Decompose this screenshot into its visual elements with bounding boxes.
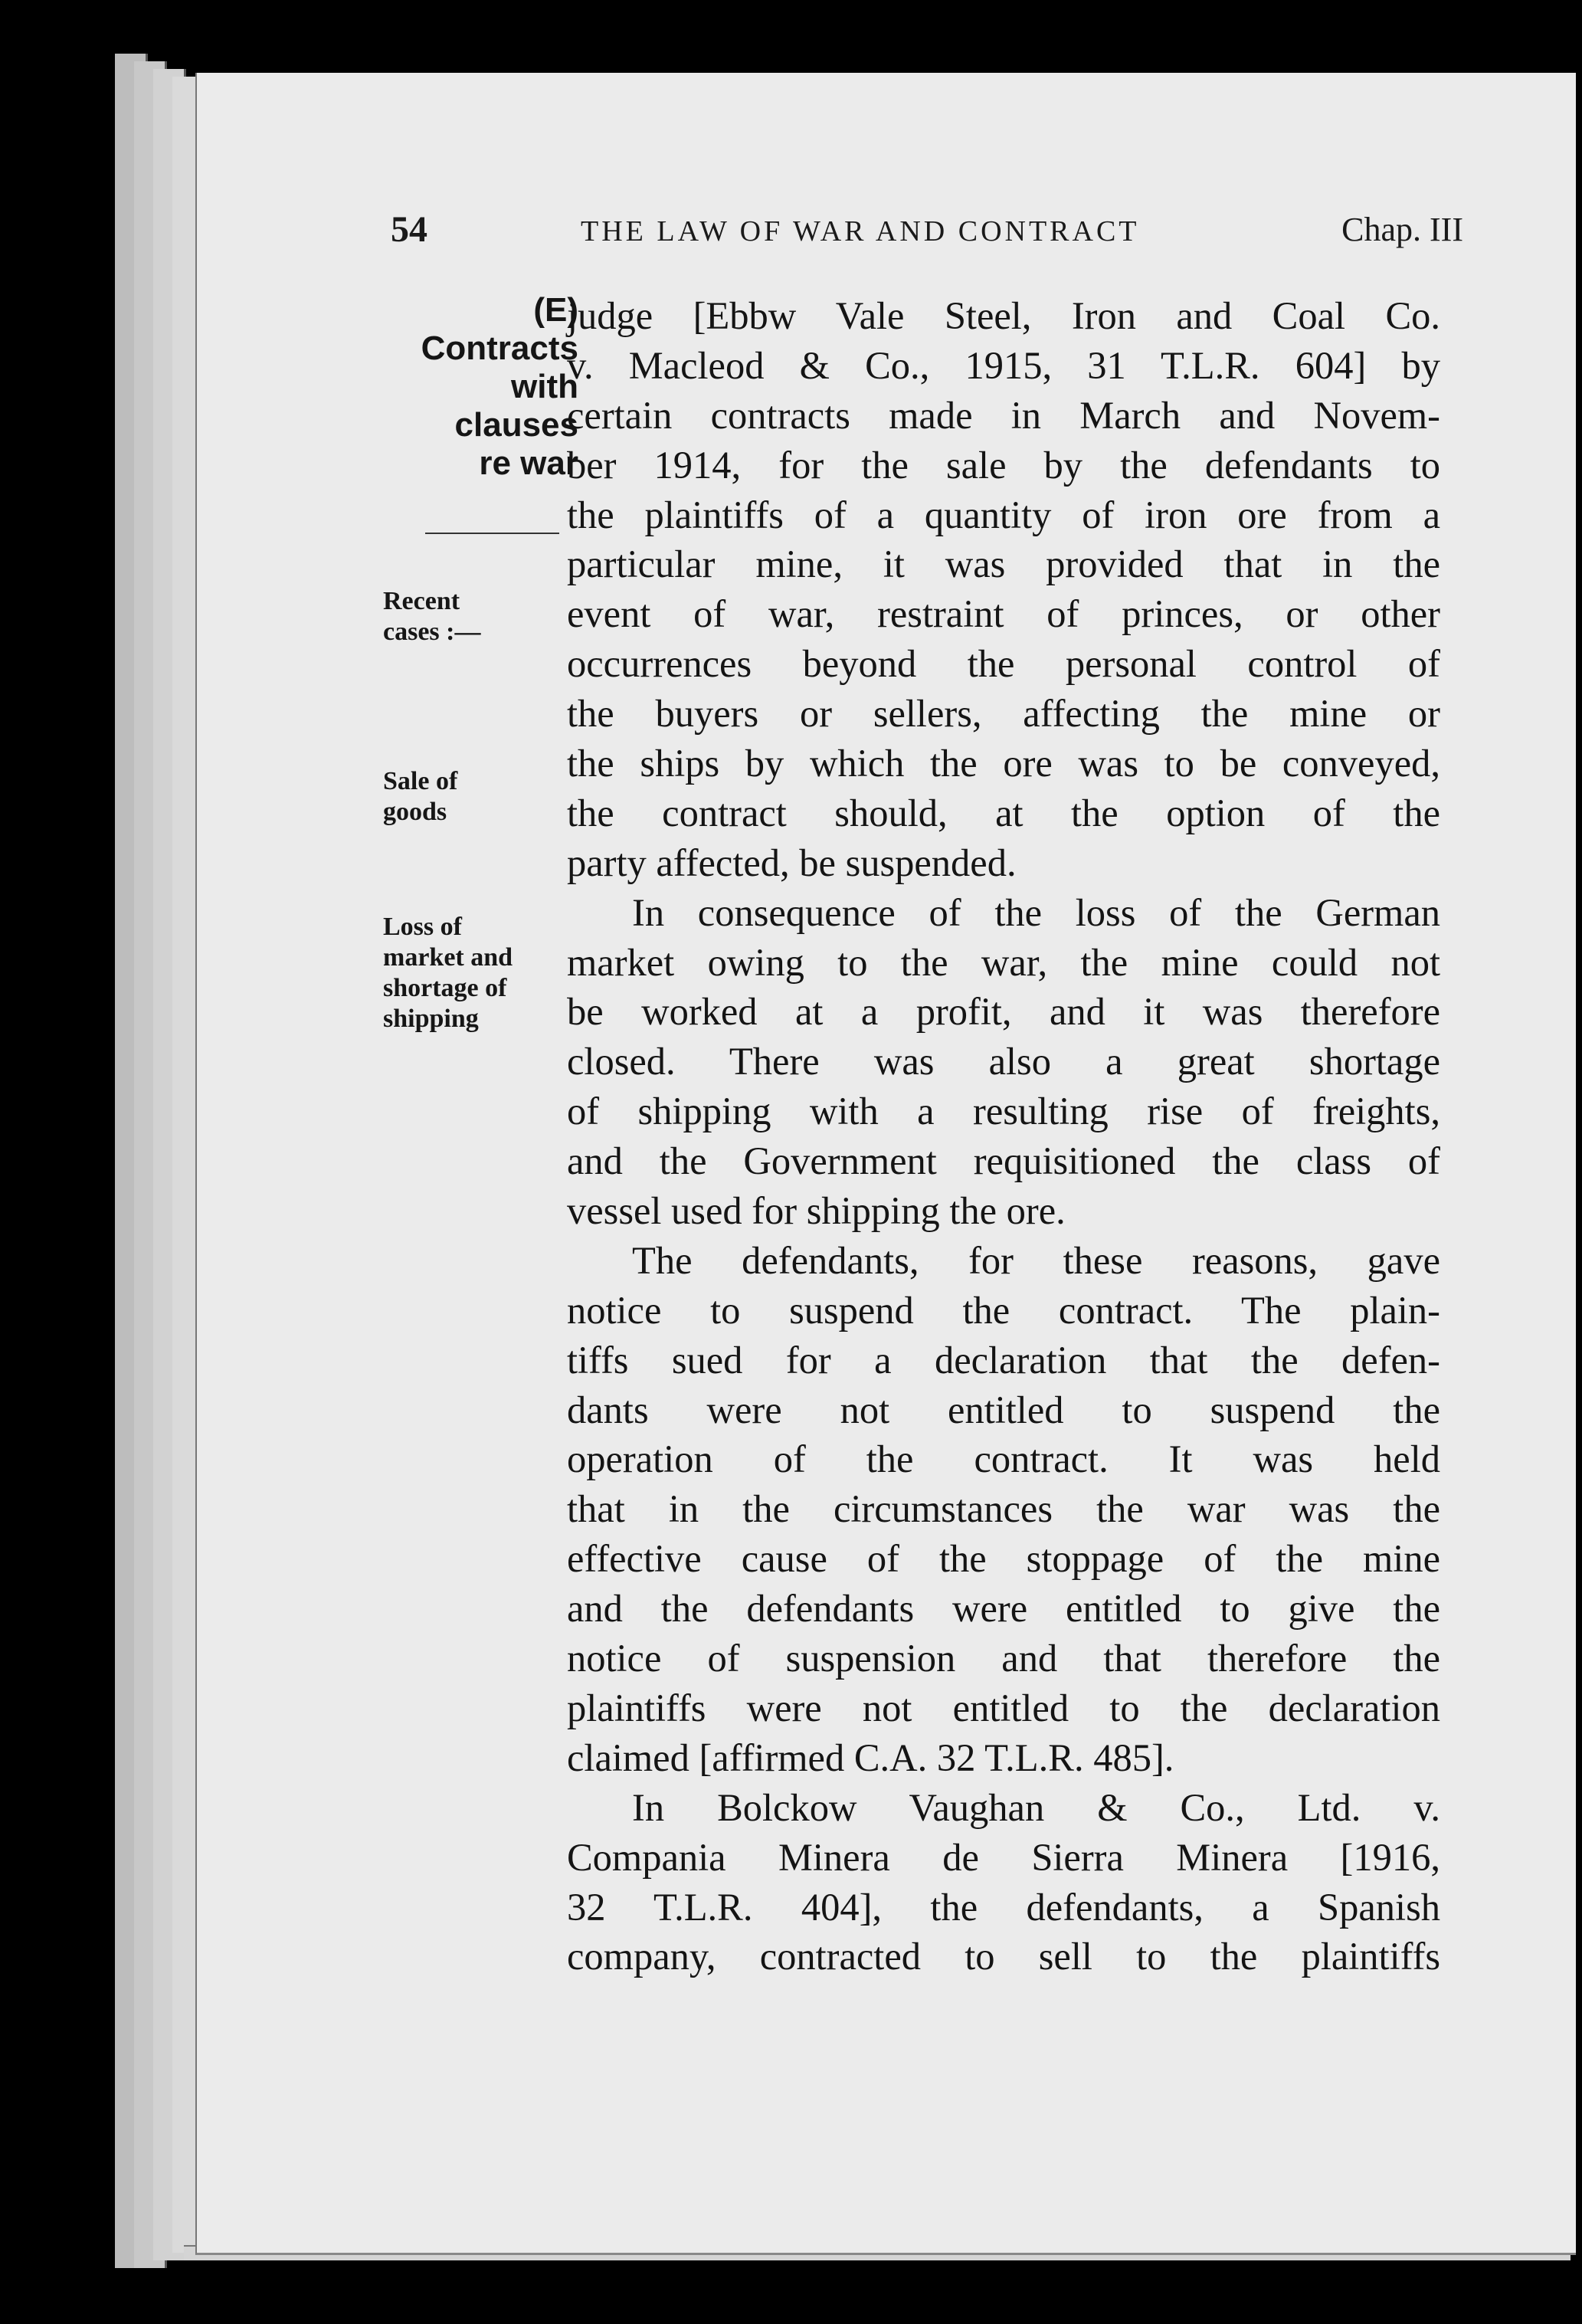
margin-note-line: Recent [383, 587, 460, 615]
text-line: of shipping with a resulting rise of freights, [567, 1090, 1440, 1133]
margin-note-line: goods [383, 798, 447, 826]
text-line: 32 T.L.R. 404], the defendants, a Spanish [567, 1885, 1440, 1929]
section-heading-line: clauses [454, 406, 578, 444]
chapter-label: Chap. III [1341, 211, 1463, 248]
section-heading-line: with [511, 368, 578, 405]
text-line: the ships by which the ore was to be conveyed, [567, 742, 1440, 785]
margin-note-sale-of-goods [383, 766, 559, 828]
running-title: THE LAW OF WAR AND CONTRACT [581, 215, 1140, 247]
text-line: ber 1914, for the sale by the defendants to [567, 443, 1440, 487]
text-line: event of war, restraint of princes, or other [567, 592, 1440, 636]
margin-note-line: Loss of [383, 913, 462, 941]
text-line: be worked at a profit, and it was therefore [567, 990, 1440, 1034]
section-heading [375, 291, 578, 483]
text-line: The defendants, for these reasons, gave [632, 1238, 1440, 1282]
text-line: plaintiffs were not entitled to the declaration [567, 1686, 1440, 1729]
text-line: vessel used for shipping the ore. [567, 1189, 1066, 1233]
text-line: party affected, be suspended. [567, 841, 1017, 884]
body-text [567, 291, 1440, 1981]
text-line: that in the circumstances the war was the [567, 1487, 1440, 1531]
section-heading-line: (E) [533, 291, 578, 329]
text-line: the buyers or sellers, affecting the mine or [567, 692, 1440, 736]
text-line: effective cause of the stoppage of the mine [567, 1537, 1440, 1581]
page-header [391, 208, 1463, 262]
margin-note-recent-cases [383, 586, 559, 647]
margin-note-line: shipping [383, 1005, 479, 1033]
text-line: occurrences beyond the personal control of [567, 642, 1440, 686]
text-line: company, contracted to sell to the plaintiffs [567, 1935, 1440, 1978]
text-line: the contract should, at the option of the [567, 791, 1440, 834]
text-line: and the defendants were entitled to give the [567, 1587, 1440, 1631]
section-heading-line: Contracts [421, 329, 578, 367]
page-number: 54 [391, 209, 427, 250]
text-line: market owing to the war, the mine could not [567, 940, 1440, 984]
margin-note-line: market and [383, 943, 513, 972]
margin-note-line: shortage of [383, 974, 507, 1002]
text-line: notice of suspension and that therefore the [567, 1637, 1440, 1680]
margin-note-line: Sale of [383, 767, 458, 795]
text-line: notice to suspend the contract. The plain- [567, 1288, 1440, 1332]
text-line: Compania Minera de Sierra Minera [1916, [567, 1835, 1440, 1879]
text-line: In Bolckow Vaughan & Co., Ltd. v. [632, 1785, 1440, 1829]
text-line: the plaintiffs of a quantity of iron ore from a [567, 493, 1440, 536]
text-line: v. Macleod & Co., 1915, 31 T.L.R. 604] by [567, 343, 1440, 387]
text-line: claimed [affirmed C.A. 32 T.L.R. 485]. [567, 1736, 1174, 1779]
text-line: particular mine, it was provided that in the [567, 542, 1440, 586]
section-heading-line: re war [479, 444, 578, 482]
text-line: tiffs sued for a declaration that the defen- [567, 1338, 1440, 1382]
margin-note-loss-of-market [383, 912, 582, 1034]
text-line: In consequence of the loss of the German [632, 890, 1440, 934]
text-line: judge [Ebbw Vale Steel, Iron and Coal Co. [567, 294, 1440, 337]
margin-note-line: cases :— [383, 618, 481, 646]
text-line: operation of the contract. It was held [567, 1437, 1440, 1481]
margin-divider [425, 533, 559, 534]
text-line: certain contracts made in March and Novem- [567, 393, 1440, 437]
text-line: closed. There was also a great shortage [567, 1040, 1440, 1083]
text-line: and the Government requisitioned the class of [567, 1139, 1440, 1183]
text-line: dants were not entitled to suspend the [567, 1388, 1440, 1431]
